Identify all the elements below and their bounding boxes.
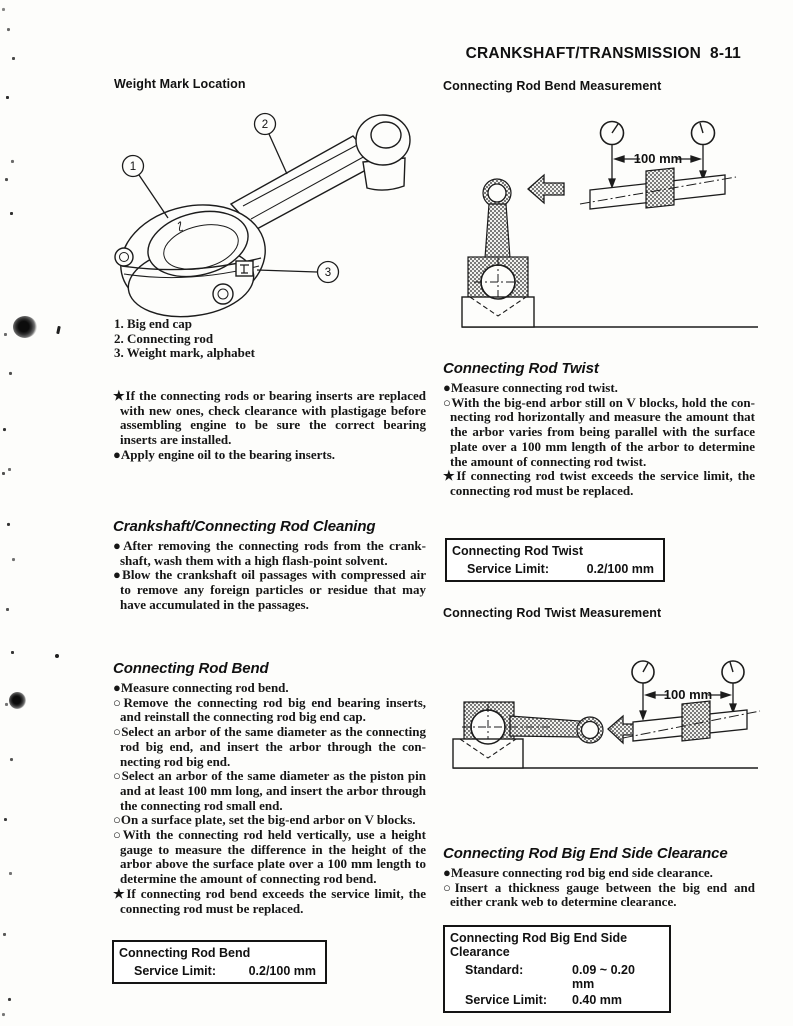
note-item: ●Apply engine oil to the bearing inserts. (113, 446, 336, 462)
scan-artifact (2, 472, 5, 475)
weight-mark-figure (105, 98, 430, 316)
legend-item: 1. Big end cap (114, 316, 193, 331)
note-item: ★If the connecting rods or bearing inserts are replaced with new ones, check clearance with plastigage before assembling engine to be sure the correct bearing inserts are installed. (113, 388, 427, 448)
callout-3-number: 3 (324, 267, 332, 279)
step-item: ○Insert a thickness gauge between the big end and either crank web to determine clearance. (443, 879, 756, 910)
spec-value: 0.2/100 mm (248, 964, 316, 978)
cap-bolt-left (115, 248, 133, 266)
scan-artifact (6, 96, 9, 99)
notes-block (113, 389, 426, 463)
spec-row (445, 991, 669, 1007)
section-heading: Connecting Rod Bend (113, 660, 269, 677)
arbor (580, 168, 736, 209)
spec-row (445, 961, 669, 991)
weight-mark-plate (236, 261, 253, 276)
callout-1-number: 1 (129, 161, 137, 173)
step-item: ○Remove the connecting rod big end bearing inserts, and reinstall the connecting rod big end cap. (113, 694, 426, 725)
scan-artifact (56, 326, 61, 334)
legend-item: 2. Connecting rod (114, 330, 214, 346)
dial-gauge-icon (601, 122, 624, 145)
section-twist (443, 360, 755, 499)
cap-bolt-bottom (213, 284, 233, 304)
dial-gauge-icon (692, 122, 715, 145)
legend-item: 3. Weight mark, alphabet (114, 345, 255, 361)
figure-label-twist-measurement: Connecting Rod Twist Measurement (443, 606, 662, 620)
figure-label-bend-measurement: Connecting Rod Bend Measurement (443, 79, 662, 93)
header-title: CRANKSHAFT/TRANSMISSION (465, 45, 702, 62)
spec-value: 0.09 ~ 0.20 mm (572, 963, 635, 991)
dial-gauge-icon (722, 661, 744, 683)
spec-label: Service Limit: (465, 993, 547, 1007)
section-bend (113, 660, 426, 916)
scan-artifact (2, 8, 5, 11)
step-item: ●Measure connecting rod big end side clearance. (443, 865, 713, 880)
spec-label: Service Limit: (134, 964, 216, 978)
scan-artifact (4, 333, 7, 336)
scan-artifact (7, 523, 10, 526)
scan-artifact (8, 998, 11, 1001)
figure-label-weight-mark: Weight Mark Location (114, 77, 246, 91)
spec-row (114, 962, 325, 978)
scan-artifact (7, 28, 10, 31)
scan-artifact (12, 57, 15, 60)
scan-artifact (11, 651, 14, 654)
spec-label: Standard: (465, 963, 524, 977)
section-heading: Connecting Rod Twist (443, 360, 599, 377)
direction-arrow-icon (528, 175, 564, 203)
scan-artifact (12, 558, 15, 561)
dimension-label: 100 mm (633, 151, 683, 166)
section-heading: Crankshaft/Connecting Rod Cleaning (113, 518, 376, 535)
scan-artifact (11, 160, 14, 163)
step-item: ●After removing the connecting rods from the crankshaft, wash them with a high flash-point solvent. (113, 538, 426, 568)
dial-gauge-icon (632, 661, 654, 683)
page-header (466, 45, 741, 63)
step-item: ●Measure connecting rod twist. (443, 380, 618, 395)
section-heading: Connecting Rod Big End Side Clearance (443, 845, 728, 862)
scan-artifact (8, 468, 11, 471)
callout-2-number: 2 (261, 119, 269, 131)
scan-artifact (10, 212, 13, 215)
scan-artifact (55, 654, 59, 658)
figure-legend (114, 317, 255, 361)
scan-artifact (5, 178, 8, 181)
step-item: ○With the big-end arbor still on V blocks, hold the connecting rod horizontally and measure the amount that the arbor varies from being parallel with the surface plate over a 100 mm length of the arbor to determine the amount of connecting rod twist. (443, 394, 755, 469)
spec-label: Service Limit: (467, 562, 549, 576)
scan-artifact (5, 703, 8, 706)
bend-measurement-figure (440, 100, 770, 330)
step-item: ○On a surface plate, set the big-end arbor on V blocks. (113, 812, 416, 828)
bend-spec-table (112, 940, 327, 984)
scan-artifact (10, 758, 13, 761)
scan-artifact (2, 1013, 5, 1016)
scan-artifact (13, 316, 37, 338)
connecting-rod-shaft (231, 136, 377, 230)
section-side-clearance (443, 845, 755, 910)
scan-artifact (4, 818, 7, 821)
step-item: ●Measure connecting rod bend. (113, 680, 289, 695)
step-item: ○With the connecting rod held vertically, use a height gauge to measure the difference in the height of the arbor above the surface plate over a 100 mm length to determine the amount of connecting rod bend. (113, 827, 426, 887)
step-item: ○Select an arbor of the same diameter as the connecting rod big end, and insert the arbor through the connecting rod big end. (113, 724, 426, 769)
scan-artifact (9, 692, 26, 709)
spec-table-title: Connecting Rod Bend (119, 946, 251, 960)
connecting-rod-vertical (468, 179, 528, 306)
twist-measurement-figure (440, 642, 770, 777)
section-cleaning (113, 518, 426, 613)
side-clearance-spec-table (443, 925, 671, 1013)
step-item: ○Select an arbor of the same diameter as the piston pin and at least 100 mm long, and insert the arbor through the connecting rod small end. (113, 768, 426, 813)
spec-row (447, 560, 663, 576)
spec-table-title: Connecting Rod Twist (452, 544, 584, 558)
dimension-label: 100 mm (663, 687, 713, 702)
spec-value: 0.40 mm (572, 993, 623, 1007)
scan-artifact (9, 872, 12, 875)
spec-table-title: Connecting Rod Big End Side Clearance (450, 931, 628, 959)
scan-artifact (9, 372, 12, 375)
spec-value: 0.2/100 mm (586, 562, 654, 576)
step-item: ●Blow the crankshaft oil passages with compressed air to remove any foreign particles or residue that may have accumulated in the passages. (113, 567, 426, 612)
step-item: ★If connecting rod twist exceeds the service limit, the connecting rod must be replaced. (443, 468, 755, 498)
scan-artifact (3, 933, 6, 936)
small-end (356, 115, 410, 190)
page-number: 8-11 (710, 45, 741, 62)
scan-artifact (3, 428, 6, 431)
scan-artifact (6, 608, 9, 611)
step-item: ★If connecting rod bend exceeds the service limit, the connecting rod must be replaced. (113, 885, 427, 916)
twist-spec-table (445, 538, 665, 582)
